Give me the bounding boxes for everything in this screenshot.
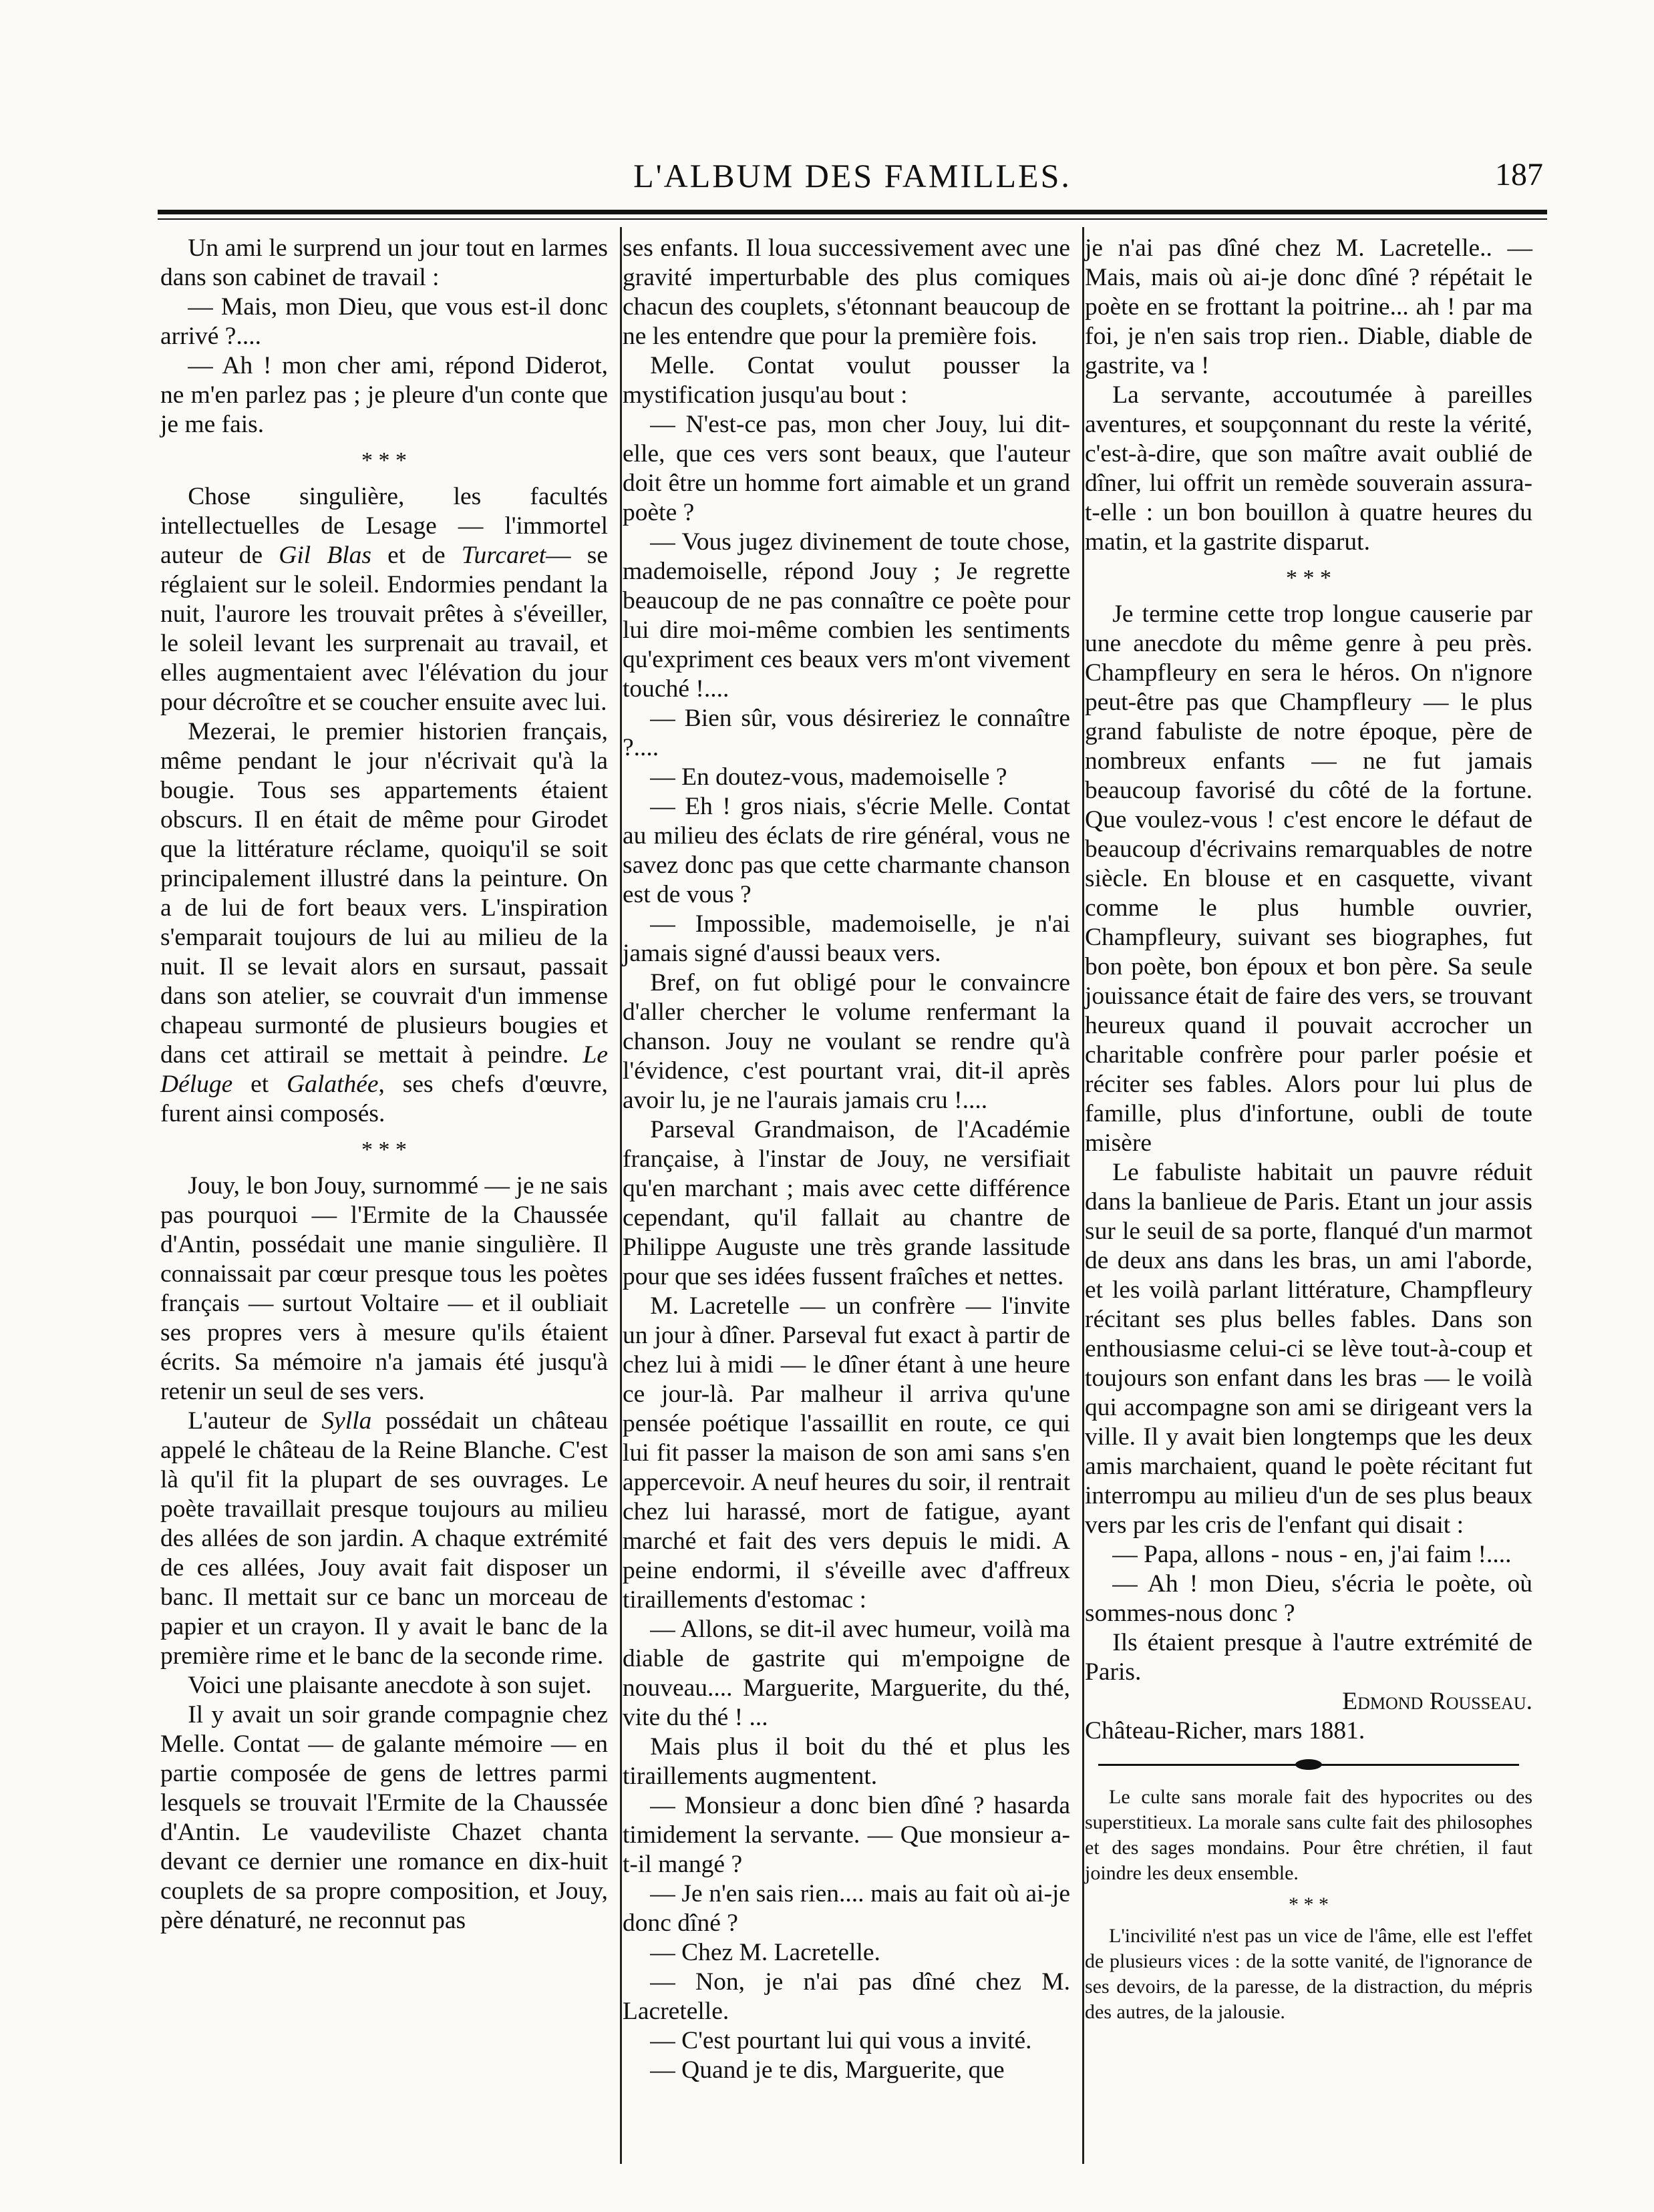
paragraph: Jouy, le bon Jouy, surnommé — je ne sais pas pourquoi — l'Ermite de la Chaussée d'Antin, possédait une manie singulière. Il connaissait par cœur presque tous les poètes français — surtout Voltaire — et il oubliait ses propres vers à mesure qu'ils étaient écrits. Sa mémoire n'a jamais été jusqu'à retenir un seul de ses vers. xyxy=(160,1172,608,1405)
asterism-separator: * * * xyxy=(1289,1893,1329,1915)
author-signature: Edmond Rousseau. xyxy=(1342,1688,1532,1715)
ornamental-rule xyxy=(1085,1755,1532,1775)
paragraph: La servante, accoutumée à pareilles aventures, et soupçonnant du reste la vérité, c'est-à-dire, que son maître avait oublié de dîner, lui offrit un remède souverain assura-t-elle : un bon bouillon à quatre heures du matin, et la gastrite disparut. xyxy=(1085,381,1532,556)
paragraph: — Chez M. Lacretelle. xyxy=(650,1939,880,1966)
paragraph: Bref, on fut obligé pour le convaincre d'aller chercher le volume renfermant la chanson. Jouy ne voulant se rendre qu'à l'évidence, c'est pourtant vrai, dit-il après avoir lu, je ne l'aurais jamais cru !.... xyxy=(623,969,1070,1114)
paragraph: Parseval Grandmaison, de l'Académie française, à l'instar de Jouy, ne versifiait qu'en marchant ; mais avec cette différence cependant, qu'il fallait au chantre de Philippe Auguste une très grande lassitude pour que ses idées fussent fraîches et nettes. xyxy=(623,1116,1070,1290)
asterism-separator: * * * xyxy=(1286,566,1331,590)
maxims-section xyxy=(1085,1785,1532,2025)
text-run: possédait un château appelé le château de la Reine Blanche. C'est là qu'il fit la plupart de ses ouvrages. Le poète travaillait presque toujours au milieu des allées de son jardin. A chaque extrémité de ces allées, Jouy avait fait disposer un banc. Il mettait sur ce banc un morceau de papier et un crayon. Il y avait le banc de la première rime et le banc de la seconde rime. xyxy=(160,1407,608,1670)
paragraph: — Allons, se dit-il avec humeur, voilà ma diable de gastrite qui m'empoigne de nouveau.... Marguerite, Marguerite, du thé, vite du thé ! ... xyxy=(623,1616,1070,1731)
header-rule-thick xyxy=(158,210,1547,214)
text-run: Chose singulière, les facultés intellectuelles de Lesage — l'immortel auteur de xyxy=(160,483,608,569)
paragraph: ses enfants. Il loua successivement avec une gravité imperturbable des plus comiques chacun des couplets, s'étonnant beaucoup de ne les entendre que pour la première fois. xyxy=(623,234,1070,350)
maxim: Le culte sans morale fait des hypocrites ou des superstitieux. La morale sans culte fait des philosophes et des sages mondains. Pour être chrétien, il faut joindre les deux ensemble. xyxy=(1085,1786,1532,1884)
paragraph: — Vous jugez divinement de toute chose, mademoiselle, répond Jouy ; Je regrette beaucoup de ne pas connaître ce poète pour lui dire moi-même combien les sentiments qu'expriment ces beaux vers m'ont vivement touché !.... xyxy=(623,528,1070,703)
paragraph: — C'est pourtant lui qui vous a invité. xyxy=(650,2027,1032,2054)
paragraph: M. Lacretelle — un confrère — l'invite un jour à dîner. Parseval fut exact à partir de chez lui à midi — le dîner étant à une heure ce jour-là. Par malheur il arriva qu'une pensée poétique l'assaillit en route, ce qui lui fit passer la maison de son ami sans s'en appercevoir. A neuf heures du soir, il rentrait chez lui harassé, mort de fatigue, ayant marché et fait des vers depuis le midi. A peine endormi, il s'éveille avec d'affreux tiraillements d'estomac : xyxy=(623,1292,1070,1614)
page-number: 187 xyxy=(1495,157,1543,192)
paragraph: — Non, je n'ai pas dîné chez M. Lacretelle. xyxy=(623,1968,1070,2025)
paragraph: Un ami le surprend un jour tout en larmes dans son cabinet de travail : xyxy=(160,234,608,291)
text-run: , ses chefs d'œuvre, furent ainsi composés. xyxy=(160,1071,608,1127)
ornament-center xyxy=(1295,1759,1322,1770)
column-2 xyxy=(623,234,1070,2085)
column-divider-1 xyxy=(620,227,622,2164)
text-run: et xyxy=(232,1071,287,1098)
paragraph: — Ah ! mon Dieu, s'écria le poète, où sommes-nous donc ? xyxy=(1085,1570,1532,1627)
maxim: L'incivilité n'est pas un vice de l'âme, elle est l'effet de plusieurs vices : de la sotte vanité, de l'ignorance de ses devoirs, de la paresse, de la distraction, du mépris des autres, de la jalousie. xyxy=(1085,1925,1532,2023)
page-header xyxy=(158,151,1547,204)
paragraph xyxy=(160,482,608,717)
book-title: Sylla xyxy=(321,1407,372,1435)
running-title: L'ALBUM DES FAMILLES. xyxy=(633,157,1071,194)
paragraph: — Monsieur a donc bien dîné ? hasarda timidement la servante. — Que monsieur a-t-il mangé ? xyxy=(623,1792,1070,1878)
paragraph: Je termine cette trop longue causerie par une anecdote du même genre à peu près. Champfleury en sera le héros. On n'ignore peut-être pas que Champfleury — le plus grand fabuliste de notre époque, père de nombreux enfants — ne fut jamais beaucoup favorisé du côté de la fortune. Que voulez-vous ! c'est encore le défaut de beaucoup d'écrivains remarquables de notre siècle. En blouse et en casquette, vivant comme le plus humble ouvrier, Champfleury, suivant ses biographes, fut bon poète, bon époux et bon père. Sa seule jouissance était de faire des vers, se trouvant heureux quand il pouvait accrocher un charitable confrère pour parler poésie et réciter ses fables. Alors pour lui plus de famille, plus d'infortune, oubli de toute misère xyxy=(1085,600,1532,1157)
paragraph: Voici une plaisante anecdote à son sujet. xyxy=(188,1672,592,1699)
text-run: Mezerai, le premier historien français, même pendant le jour n'écrivait qu'à la bougie. Tous ses appartements étaient obscurs. Il en était de même pour Girodet que la littérature réclame, quoiqu'il se soit principalement illustré dans la peinture. On a de lui de fort beaux vers. L'inspiration s'emparait toujours de lui au milieu de la nuit. Il se levait alors en sursaut, passait dans son atelier, se couvrait d'un immense chapeau surmonté de plusieurs bougies et dans cet attirail se mettait à peindre. xyxy=(160,718,608,1069)
paragraph: — Mais, mon Dieu, que vous est-il donc arrivé ?.... xyxy=(160,293,608,350)
text-run: et de xyxy=(371,542,462,569)
paragraph: — Je n'en sais rien.... mais au fait où ai-je donc dîné ? xyxy=(623,1880,1070,1937)
column-3 xyxy=(1085,234,1532,2025)
book-title: Gil Blas xyxy=(279,542,371,569)
column-1 xyxy=(160,234,608,1936)
artwork-title: Le Déluge xyxy=(160,1041,608,1098)
paragraph: — Ah ! mon cher ami, répond Diderot, ne m'en parlez pas ; je pleure d'un conte que je me fais. xyxy=(160,352,608,438)
place-date: Château-Richer, mars 1881. xyxy=(1085,1717,1365,1744)
paragraph: Il y avait un soir grande compagnie chez Melle. Contat — de galante mémoire — en partie composée de gens de lettres parmi lesquels se trouvait l'Ermite de la Chaussée d'Antin. Le vaudeviliste Chazet chanta devant ce dernier une romance en dix-huit couplets de sa propre composition, et Jouy, père dénaturé, ne reconnut pas xyxy=(160,1701,608,1934)
paragraph: — Bien sûr, vous désireriez le connaître ?.... xyxy=(623,705,1070,761)
paragraph: Melle. Contat voulut pousser la mystification jusqu'au bout : xyxy=(623,352,1070,409)
text-run: — se réglaient sur le soleil. Endormies pendant la nuit, l'aurore les trouvait prêtes à s'éveiller, le soleil levant les surprenait au travail, et elles augmentaient avec l'élévation du jour pour décroître et se coucher ensuite avec lui. xyxy=(160,542,608,716)
paragraph: — En doutez-vous, mademoiselle ? xyxy=(650,763,1007,791)
paragraph: je n'ai pas dîné chez M. Lacretelle.. — Mais, mais où ai-je donc dîné ? répétait le poète en se frottant la poitrine... ah ! par ma foi, je n'en sais trop rien.. Diable, diable de gastrite, va ! xyxy=(1085,234,1532,379)
asterism-separator: * * * xyxy=(361,1137,407,1162)
paragraph: — N'est-ce pas, mon cher Jouy, lui dit-elle, que ces vers sont beaux, que l'auteur doit être un homme fort aimable et un grand poète ? xyxy=(623,411,1070,526)
header-rule-thin xyxy=(158,218,1547,220)
paragraph: — Quand je te dis, Marguerite, que xyxy=(650,2056,1005,2084)
paragraph: — Papa, allons - nous - en, j'ai faim !.... xyxy=(1112,1541,1512,1568)
paragraph: Ils étaient presque à l'autre extrémité de Paris. xyxy=(1085,1629,1532,1686)
paragraph: Le fabuliste habitait un pauvre réduit dans la banlieue de Paris. Etant un jour assis sur le seuil de sa porte, flanqué d'un marmot de deux ans dans les bras, un ami l'aborde, et les voilà parlant littérature, Champfleury récitant ses plus belles fables. Dans son enthousiasme celui-ci se lève tout-à-coup et toujours son enfant dans les bras — le voilà qui accompagne son ami se dirigeant vers la ville. Il y avait bien longtemps que les deux amis marchaient, quand le poète récitant fut interrompu au milieu d'un de ses plus beaux vers par les cris de l'enfant qui disait : xyxy=(1085,1159,1532,1539)
text-run: L'auteur de xyxy=(188,1407,322,1435)
column-divider-2 xyxy=(1082,227,1084,2164)
paragraph: — Impossible, mademoiselle, je n'ai jamais signé d'aussi beaux vers. xyxy=(623,910,1070,967)
asterism-separator: * * * xyxy=(361,448,407,473)
paragraph xyxy=(160,717,608,1129)
artwork-title: Galathée xyxy=(287,1071,379,1098)
paragraph xyxy=(160,1407,608,1671)
book-title: Turcaret xyxy=(461,542,546,569)
paragraph: — Eh ! gros niais, s'écrie Melle. Contat au milieu des éclats de rire général, vous ne savez donc pas que cette charmante chanson est de vous ? xyxy=(623,793,1070,908)
paragraph: Mais plus il boit du thé et plus les tiraillements augmentent. xyxy=(623,1733,1070,1790)
